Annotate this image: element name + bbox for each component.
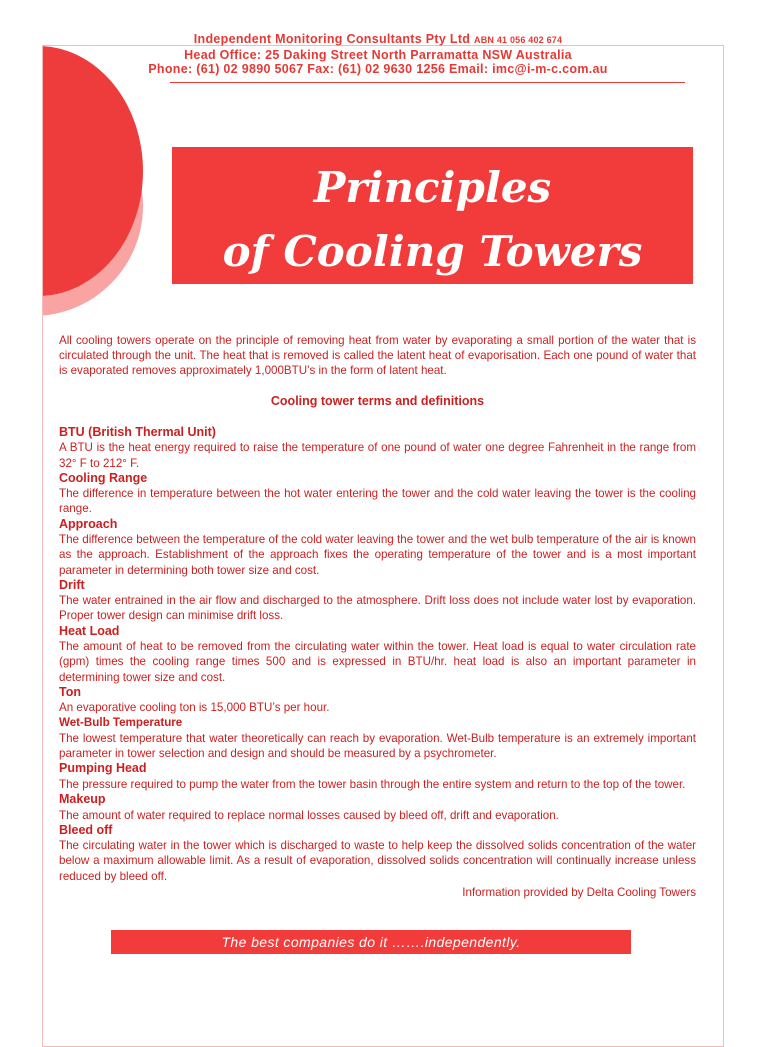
- term-item: [59, 715, 696, 761]
- term-definition: The circulating water in the tower which is discharged to waste to help keep the dissolved solids concentration of the water below a maximum allowable limit. As a result of evaporation, dissolved solids concentration will continually increase unless reduced by bleed off.: [59, 839, 696, 883]
- term-title: Drift: [59, 577, 85, 592]
- term-title: Heat Load: [59, 623, 120, 638]
- term-title: Bleed off: [59, 822, 113, 837]
- term-definition: The difference in temperature between the hot water entering the tower and the cold water leaving the tower is the cooling range.: [59, 487, 696, 516]
- company-abn: ABN 41 056 402 674: [474, 35, 563, 45]
- term-item: [59, 517, 696, 578]
- term-title: Wet-Bulb Temperature: [59, 716, 183, 730]
- footer-slogan-bar: The best companies do it …….independently.: [111, 930, 631, 954]
- term-item: [59, 685, 696, 716]
- source-credit: Information provided by Delta Cooling Towers: [462, 885, 696, 899]
- intro-paragraph: All cooling towers operate on the principle of removing heat from water by evaporating a small portion of the water that is circulated through the unit. The heat that is removed is called the latent heat of evaporisation. Each one pound of water that is evaporated removes approximately 1,000BTU’s in the form of latent heat.: [59, 334, 696, 378]
- letterhead: [128, 32, 628, 77]
- term-definition: The pressure required to pump the water from the tower basin through the entire system and return to the top of the tower.: [59, 777, 686, 791]
- term-definition: The difference between the temperature of the cold water leaving the tower and the wet bulb temperature of the air is known as the approach. Establishment of the approach fixes the operating temperature of the tower and is a most important parameter in determining both tower size and cost.: [59, 533, 696, 577]
- letterhead-divider: [170, 82, 685, 83]
- term-definition: The amount of heat to be removed from the circulating water within the tower. Heat load is equal to water circulation rate (gpm) times the cooling range times 500 and is expressed in BTU/hr. heat load is also an important parameter in determining tower size and cost.: [59, 640, 696, 684]
- letterhead-company-line: [128, 32, 628, 48]
- decorative-circle-red: [42, 46, 143, 296]
- document-body: [59, 333, 696, 900]
- term-title: Makeup: [59, 792, 106, 807]
- term-item: [59, 792, 696, 823]
- title-line-1: Principles: [313, 163, 552, 212]
- term-definition: The water entrained in the air flow and discharged to the atmosphere. Drift loss does not include water lost by evaporation. Proper tower design can minimise drift loss.: [59, 594, 696, 623]
- term-definition: The amount of water required to replace normal losses caused by bleed off, drift and evaporation.: [59, 808, 559, 822]
- company-name: Independent Monitoring Consultants Pty Ltd: [193, 32, 471, 46]
- term-title: Approach: [59, 516, 118, 531]
- term-definition: The lowest temperature that water theoretically can reach by evaporation. Wet-Bulb temperature is an extremely important parameter in tower selection and design and should be measured by a psychrometer.: [59, 731, 696, 761]
- term-definition: A BTU is the heat energy required to raise the temperature of one pound of water one degree Fahrenheit in the range from 32° F to 212° F.: [59, 441, 696, 470]
- term-title: Pumping Head: [59, 761, 147, 776]
- term-item: [59, 624, 696, 685]
- decorative-circle-light: [42, 96, 143, 316]
- term-item: [59, 578, 696, 624]
- letterhead-contact: Phone: (61) 02 9890 5067 Fax: (61) 02 9630 1256 Email: imc@i-m-c.com.au: [148, 62, 608, 76]
- term-item: [59, 761, 696, 792]
- term-item: [59, 471, 696, 517]
- letterhead-address: Head Office: 25 Daking Street North Parramatta NSW Australia: [184, 47, 572, 62]
- term-item: [59, 823, 696, 884]
- term-title: Ton: [59, 684, 81, 699]
- title-banner: [172, 147, 693, 284]
- section-heading: Cooling tower terms and definitions: [270, 393, 485, 408]
- term-title: Cooling Range: [59, 470, 148, 485]
- title-line-2: of Cooling Towers: [222, 227, 643, 276]
- term-definition: An evaporative cooling ton is 15,000 BTU’s per hour.: [59, 701, 330, 715]
- term-item: [59, 425, 696, 471]
- term-title: BTU (British Thermal Unit): [59, 424, 216, 439]
